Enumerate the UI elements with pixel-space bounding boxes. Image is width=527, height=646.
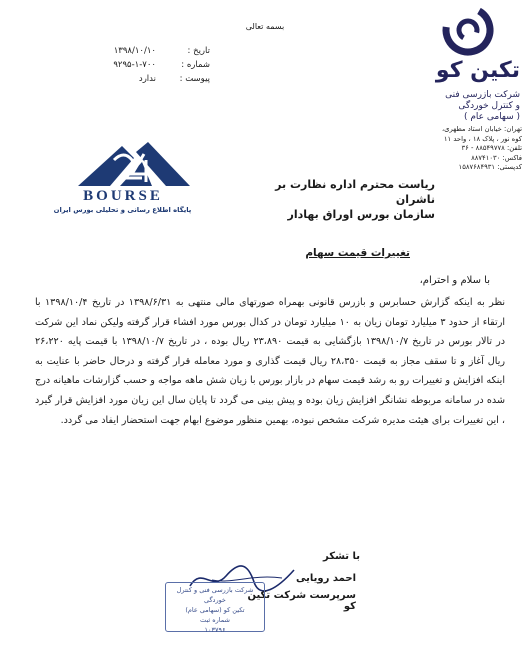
company-address xyxy=(405,125,522,173)
recipient-line: سازمان بورس اوراق بهادار xyxy=(287,208,435,221)
company-name: تکین کو xyxy=(435,58,520,83)
address-line: تهران: خیابان استاد مطهری، xyxy=(441,125,522,133)
company-subtitle-line: شرکت بازرسی فنی xyxy=(445,90,520,100)
greeting: با سلام و احترام، xyxy=(419,275,490,286)
bourse-wordmark: BOURSE xyxy=(83,188,163,204)
body-paragraph: نظر به اینکه گزارش حسابرس و بازرس قانونی بهمراه صورتهای مالی منتهی به ۱۳۹۸/۶/۳۱ در تاریخ ۱۳۹۸/۱۰/۴ با ارتقاء از حدود ۳ میلیارد تومان زیان به ۱۰ میلیارد تومان در کدال بورس مورد افشاء قرار گرفته ولیکن نماد این شرکت در تالار بورس در تاریخ ۱۳۹۸/۱۰/۷ بازگشایی به قیمت ۲۳،۸۹۰ ریال بوده ، در تاریخ ۱۳۹۸/۱۰/۷ با قیمت پایه ۲۶،۲۲۰ ریال آغاز و تا سقف مجاز به قیمت ۲۸،۳۵۰ ریال قیمت گذاری و مورد معامله قرار گرفته و درحال حاضر با عنایت به اینکه افزایش و تغییرات رو به رشد قیمت سهام در بازار بورس با زیان شش ماهه مواجه و حسب گزارشات ماهیانه درج شده در سامانه مربوطه نشانگر افزایش زیان بوده و پیش بینی می گردد تا پایان سال این زیان مورد افزایش قرار گیرد ، این تغییرات برای هیئت مدیره شرکت مشخص نبوده، بهمین منظور موضوع ابهام جهت استحضار ایفاد می گردد. xyxy=(35,297,506,426)
bourse-logo-icon xyxy=(70,140,195,188)
bourse-tagline: پایگاه اطلاع رسانی و تحلیلی بورس ایران xyxy=(53,206,192,214)
letter-body xyxy=(35,293,505,430)
stamp-line: ۱۰۳۷۹۶ xyxy=(204,626,226,634)
number-label: شماره : xyxy=(181,60,210,70)
company-subtitle-line: ( سهامی عام ) xyxy=(463,112,520,122)
company-logo-icon xyxy=(440,2,496,58)
number-value: ۹۲۹۵-۱-۷۰۰ xyxy=(113,60,156,70)
signature-thanks: با تشکر xyxy=(323,551,360,562)
signer-name: احمد رویایی xyxy=(296,573,356,584)
recipient-block xyxy=(235,177,435,222)
date-label: تاریخ : xyxy=(187,46,210,56)
company-subtitle xyxy=(400,90,520,123)
recipient-line: ریاست محترم اداره نظارت بر ناشران xyxy=(275,178,435,206)
attachment-label: پیوست : xyxy=(179,74,210,84)
stamp-line: شرکت بازرسی فنی و کنترل خوردگی xyxy=(176,586,254,604)
signer-title: سرپرست شرکت تکین کو xyxy=(247,590,356,612)
address-line: فاکس: ۸۸۷۴۱۰۳۰ xyxy=(471,153,522,162)
date-value: ۱۳۹۸/۱۰/۱۰ xyxy=(113,46,156,56)
basmeh-heading: بسمه تعالی xyxy=(245,22,285,31)
attachment-value: ندارد xyxy=(138,74,156,84)
company-stamp xyxy=(165,582,265,632)
address-line: کدپستی: ۱۵۸۷۶۸۴۹۳۱ xyxy=(458,163,522,171)
stamp-line: تکین کو (سهامی عام) xyxy=(185,606,245,614)
address-line: کوه نور ، پلاک ۱۸ ، واحد ۱۱ xyxy=(443,134,522,143)
letter-subject: تغییرات قیمت سهام xyxy=(305,247,410,259)
address-line: تلفن: ۸۸۵۴۹۷۷۸ - ۳۶ xyxy=(461,144,522,152)
letter-meta xyxy=(70,44,210,86)
stamp-line: شماره ثبت xyxy=(200,616,230,624)
company-subtitle-line: و کنترل خوردگی xyxy=(458,101,520,111)
